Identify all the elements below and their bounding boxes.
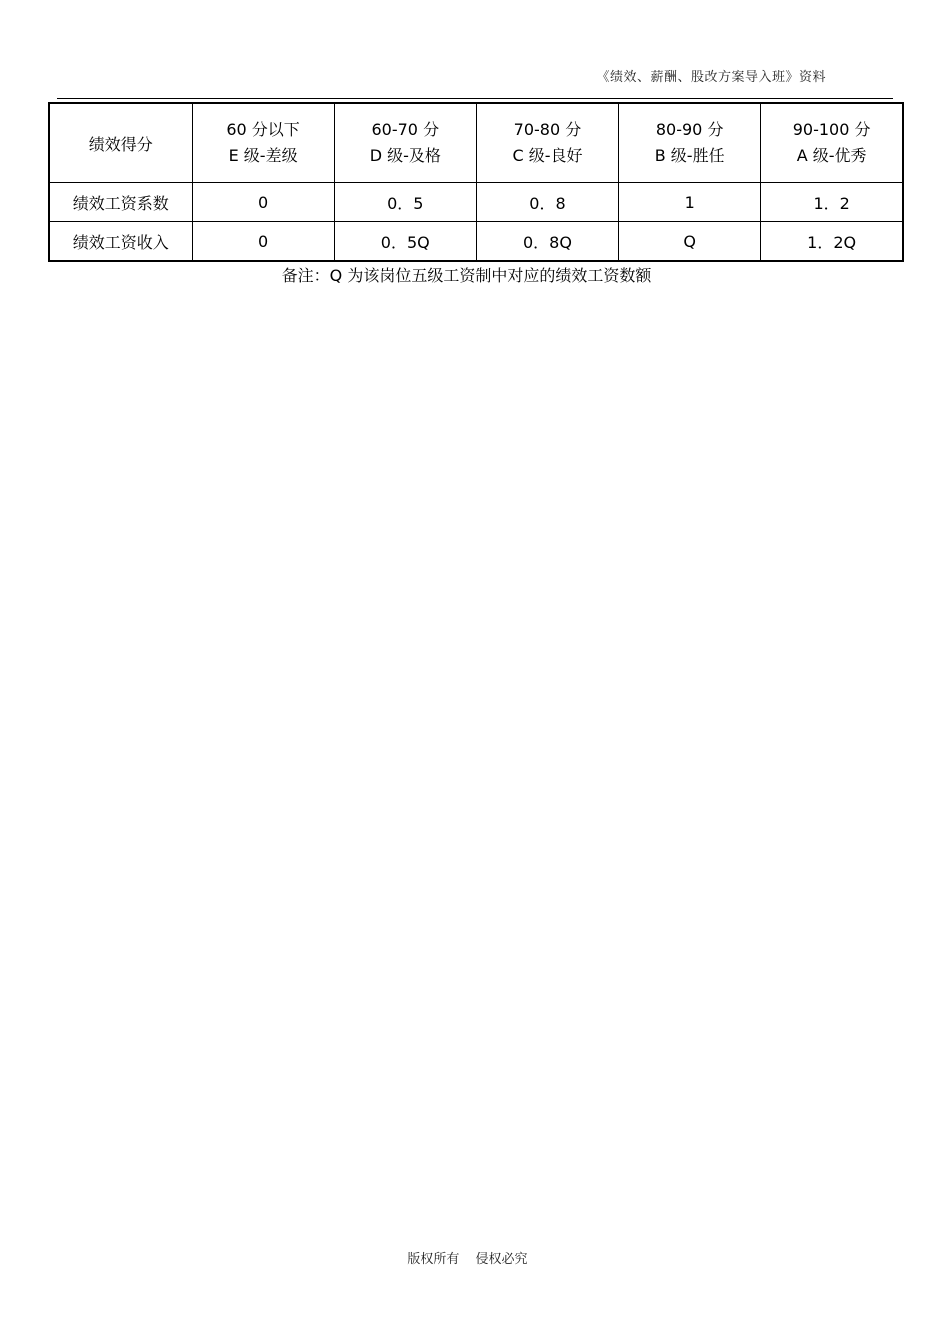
copyright-footer: 版权所有 侵权必究 — [407, 1252, 528, 1267]
table-cell: 1．2 — [761, 183, 903, 222]
score-range: 80-90 分 — [655, 120, 724, 139]
header-cell — [476, 103, 618, 183]
table-cell: 0 — [192, 222, 334, 262]
running-header: 《绩效、薪酬、股改方案导入班》资料 — [596, 70, 826, 85]
header-cell — [761, 103, 903, 183]
grade-label: A 级-优秀 — [796, 146, 867, 165]
grade-label: B 级-胜任 — [654, 146, 725, 165]
grade-label: E 级-差级 — [228, 146, 298, 165]
row-label: 绩效工资系数 — [49, 183, 192, 222]
table-row — [49, 222, 903, 262]
table-cell: 0．8Q — [476, 222, 618, 262]
corner-cell: 绩效得分 — [49, 103, 192, 183]
table-cell: 0．5 — [334, 183, 476, 222]
table-cell: 1 — [619, 183, 761, 222]
header-cell — [334, 103, 476, 183]
table-cell: 1．2Q — [761, 222, 903, 262]
row-label: 绩效工资收入 — [49, 222, 192, 262]
performance-table — [48, 102, 904, 262]
grade-label: D 级-及格 — [369, 146, 441, 165]
score-range: 60 分以下 — [226, 120, 300, 139]
table-row — [49, 183, 903, 222]
table-cell: 0．8 — [476, 183, 618, 222]
table-note: 备注：Q 为该岗位五级工资制中对应的绩效工资数额 — [281, 266, 652, 285]
grade-label: C 级-良好 — [512, 146, 583, 165]
header-rule — [57, 98, 893, 99]
score-range: 70-80 分 — [513, 120, 582, 139]
table-header-row — [49, 103, 903, 183]
table-cell: Q — [619, 222, 761, 262]
table-cell: 0 — [192, 183, 334, 222]
header-cell — [619, 103, 761, 183]
table-cell: 0．5Q — [334, 222, 476, 262]
score-range: 90-100 分 — [792, 120, 871, 139]
header-cell — [192, 103, 334, 183]
score-range: 60-70 分 — [371, 120, 440, 139]
